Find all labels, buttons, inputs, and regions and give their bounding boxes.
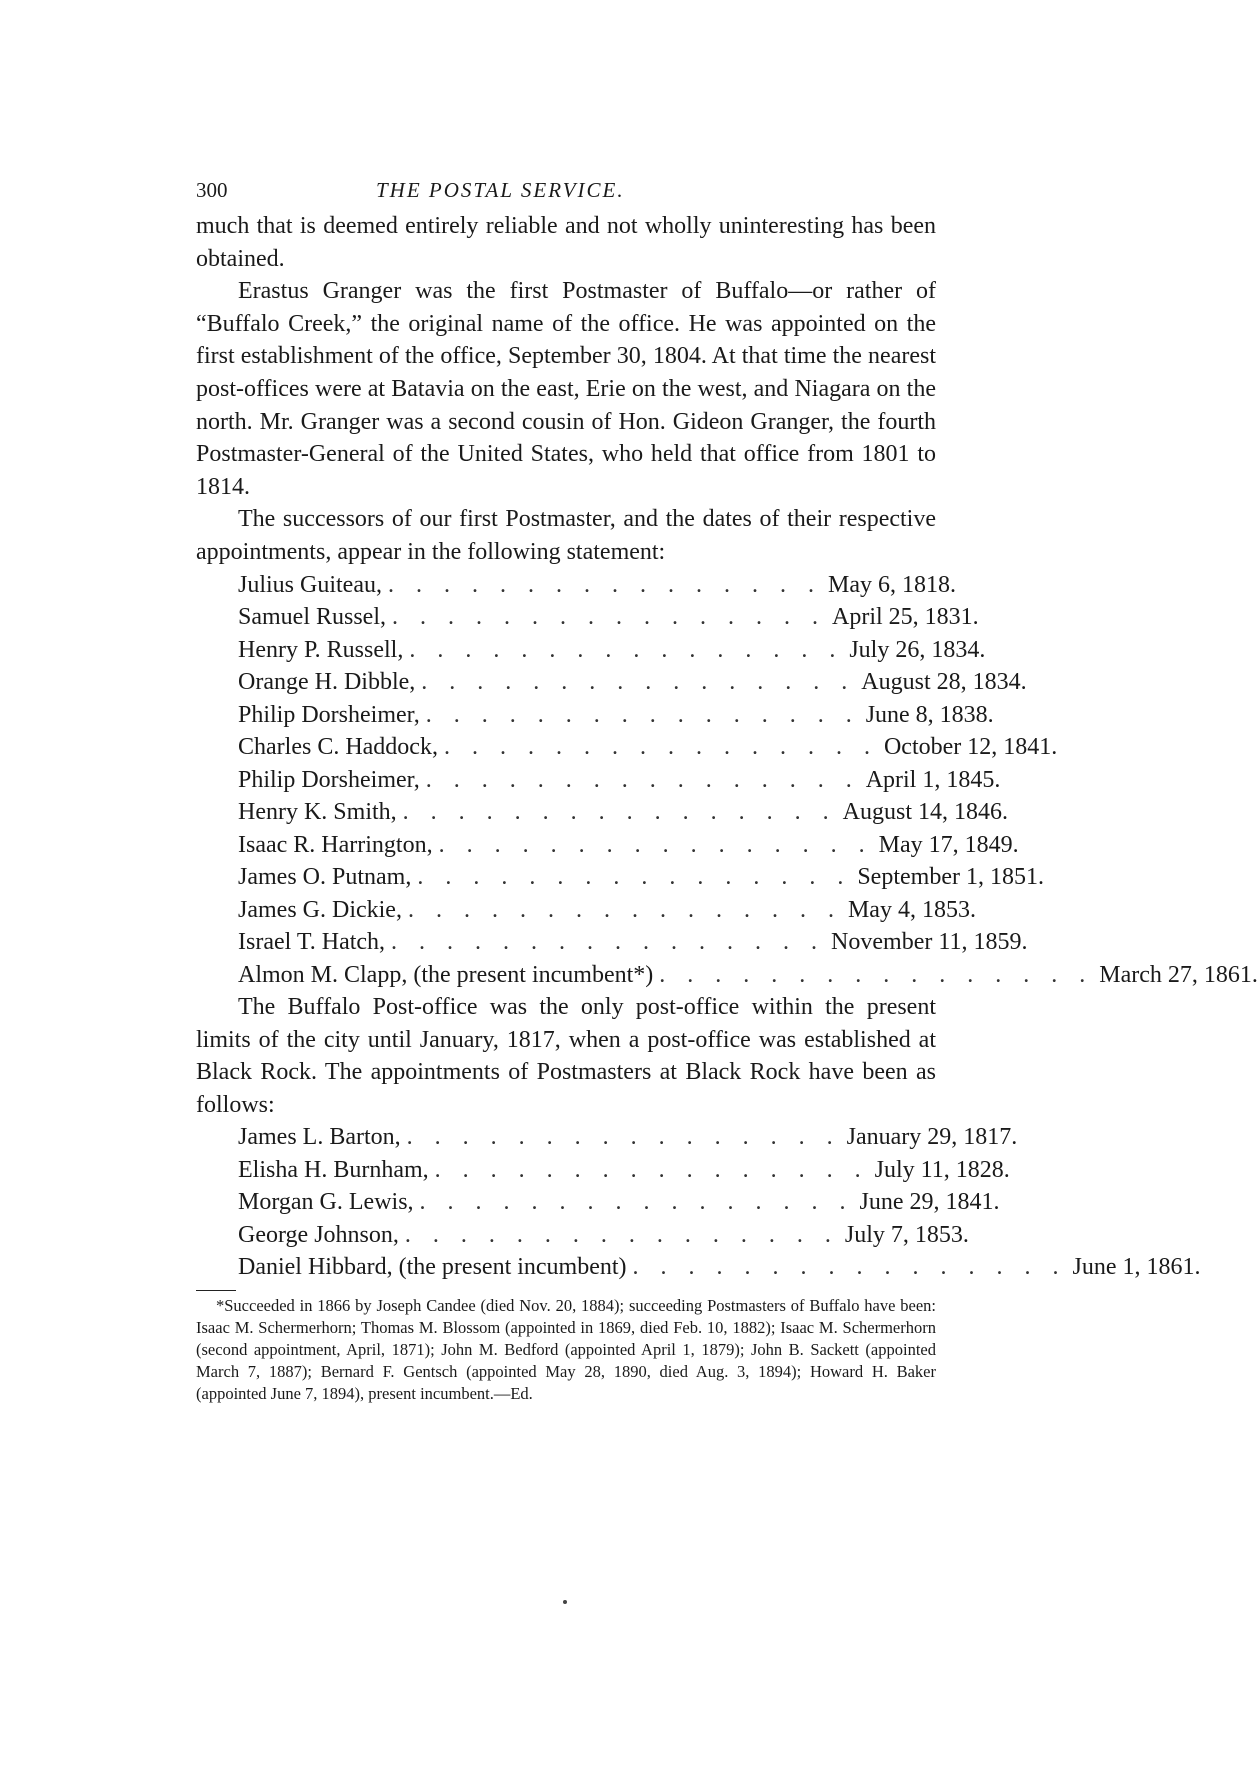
postmaster-name: Isaac R. Harrington, (238, 831, 433, 858)
appointment-date: March 27, 1861. (1099, 961, 1258, 988)
book-page (196, 170, 1258, 1405)
appointment-date: September 1, 1851. (857, 864, 1044, 891)
postmaster-row (238, 1186, 1000, 1219)
page-number: 300 (196, 178, 228, 202)
postmaster-row (238, 569, 956, 602)
postmaster-name: George Johnson, (238, 1221, 399, 1248)
postmaster-row (238, 1219, 969, 1252)
postmaster-name: Julius Guiteau, (238, 571, 382, 598)
dot-leader: . . . . . . . . . . . . . . . . (404, 1221, 839, 1248)
appointment-date: June 29, 1841. (859, 1189, 1000, 1216)
buffalo-postmasters-list (238, 569, 1258, 992)
appointment-date: April 25, 1831. (832, 604, 979, 631)
appointment-date: May 4, 1853. (847, 896, 976, 923)
appointment-date: May 6, 1818. (828, 571, 956, 598)
postmaster-row (238, 1121, 1018, 1154)
postmaster-name: James L. Barton, (238, 1124, 401, 1151)
postmaster-name: Charles C. Haddock, (238, 734, 438, 761)
dot-leader: . . . . . . . . . . . . . . . . (407, 896, 842, 923)
appointment-date: April 1, 1845. (865, 766, 1001, 793)
postmaster-row (238, 601, 979, 634)
appointment-date: June 1, 1861. (1072, 1254, 1201, 1281)
postmaster-row (238, 731, 1058, 764)
postmaster-name: Orange H. Dibble, (238, 669, 416, 696)
postmaster-row (238, 1251, 1201, 1284)
postmaster-name: Almon M. Clapp, (the present incumbent*) (238, 961, 654, 988)
black-rock-postmasters-list (238, 1121, 1201, 1284)
dot-leader: . . . . . . . . . . . . . . . . (421, 669, 856, 696)
dot-leader: . . . . . . . . . . . . . . . . (425, 766, 860, 793)
dot-leader: . . . . . . . . . . . . . . . . (434, 1156, 869, 1183)
appointment-date: July 26, 1834. (849, 636, 986, 663)
postmaster-row (238, 634, 986, 667)
footnote-rule (196, 1290, 236, 1291)
postmaster-name: James G. Dickie, (238, 896, 402, 923)
dot-leader: . . . . . . . . . . . . . . . . (438, 831, 873, 858)
paragraph-successors-intro: The successors of our first Postmaster, and the dates of their respective appointments, appear in the following statement: (196, 506, 936, 565)
dot-leader: . . . . . . . . . . . . . . . . (402, 799, 837, 826)
postmaster-name: Henry K. Smith, (238, 799, 397, 826)
dot-leader: . . . . . . . . . . . . . . . . (632, 1254, 1067, 1281)
dot-leader: . . . . . . . . . . . . . . . . (659, 961, 1094, 988)
postmaster-row (238, 796, 1009, 829)
postmaster-name: Elisha H. Burnham, (238, 1156, 429, 1183)
dot-leader: . . . . . . . . . . . . . . . . (443, 734, 878, 761)
postmaster-row (238, 666, 1027, 699)
postmaster-row (238, 829, 1019, 862)
postmaster-row (238, 894, 976, 927)
dot-leader: . . . . . . . . . . . . . . . . (409, 636, 844, 663)
running-head: THE POSTAL SERVICE. (376, 178, 625, 202)
footnote: *Succeeded in 1866 by Joseph Candee (died Nov. 20, 1884); succeeding Postmasters of Buffalo have been: Isaac M. Schermerhorn; Thomas M. Blossom (appointed in 1869, died Feb. 10, 1882); Isaac M. Schermerhorn (second appointment, April, 1871); John M. Bedford (appointed April 1, 1879); John B. Sackett (appointed March 7, 1887); Bernard F. Gentsch (appointed May 28, 1890, died Aug. 3, 1894); Howard H. Baker (appointed June 7, 1894), present incumbent.—Ed. (196, 1295, 936, 1403)
postmaster-row (238, 699, 994, 732)
page-header (196, 170, 936, 210)
postmaster-name: Samuel Russel, (238, 604, 386, 631)
dot-leader: . . . . . . . . . . . . . . . . (392, 604, 826, 631)
appointment-date: May 17, 1849. (878, 831, 1019, 858)
postmaster-row (238, 1154, 1010, 1187)
postmaster-row (238, 861, 1044, 894)
appointment-date: August 14, 1846. (842, 799, 1009, 826)
dot-leader: . . . . . . . . . . . . . . . . (419, 1189, 854, 1216)
dot-leader: . . . . . . . . . . . . . . . . (391, 929, 826, 956)
postmaster-row (238, 764, 1001, 797)
postmaster-row (238, 926, 1028, 959)
postmaster-name: James O. Putnam, (238, 864, 412, 891)
postmaster-name: Philip Dorsheimer, (238, 766, 420, 793)
appointment-date: June 8, 1838. (865, 701, 994, 728)
appointment-date: July 11, 1828. (874, 1156, 1010, 1183)
postmaster-row (238, 959, 1258, 992)
paragraph-continuation: much that is deemed entirely reliable and not wholly uninteresting has been obtained. (196, 213, 936, 272)
dot-leader: . . . . . . . . . . . . . . . . (406, 1124, 841, 1151)
paragraph-first-postmaster: Erastus Granger was the first Postmaster of Buffalo—or rather of “Buffalo Creek,” the original name of the office. He was appointed on the first establishment of the office, September 30, 1804. At that time the nearest post-offices were at Batavia on the east, Erie on the west, and Niagara on the north. Mr. Granger was a second cousin of Hon. Gideon Granger, the fourth Postmaster-General of the United States, who held that office from 1801 to 1814. (196, 278, 936, 500)
appointment-date: August 28, 1834. (861, 669, 1027, 696)
appointment-date: July 7, 1853. (844, 1221, 969, 1248)
appointment-date: October 12, 1841. (883, 734, 1058, 761)
paragraph-black-rock-intro: The Buffalo Post-office was the only post-office within the present limits of the city until January, 1817, when a post-office was established at Black Rock. The appointments of Postmasters at Black Rock have been as follows: (196, 994, 936, 1118)
appointment-date: November 11, 1859. (831, 929, 1028, 956)
postmaster-name: Philip Dorsheimer, (238, 701, 420, 728)
dot-leader: . . . . . . . . . . . . . . . . (388, 571, 822, 598)
postmaster-name: Israel T. Hatch, (238, 929, 386, 956)
appointment-date: January 29, 1817. (846, 1124, 1018, 1151)
dot-leader: . . . . . . . . . . . . . . . . (417, 864, 852, 891)
stray-mark (563, 1600, 567, 1604)
dot-leader: . . . . . . . . . . . . . . . . (425, 701, 860, 728)
postmaster-name: Morgan G. Lewis, (238, 1189, 414, 1216)
postmaster-name: Henry P. Russell, (238, 636, 404, 663)
postmaster-name: Daniel Hibbard, (the present incumbent) (238, 1254, 627, 1281)
